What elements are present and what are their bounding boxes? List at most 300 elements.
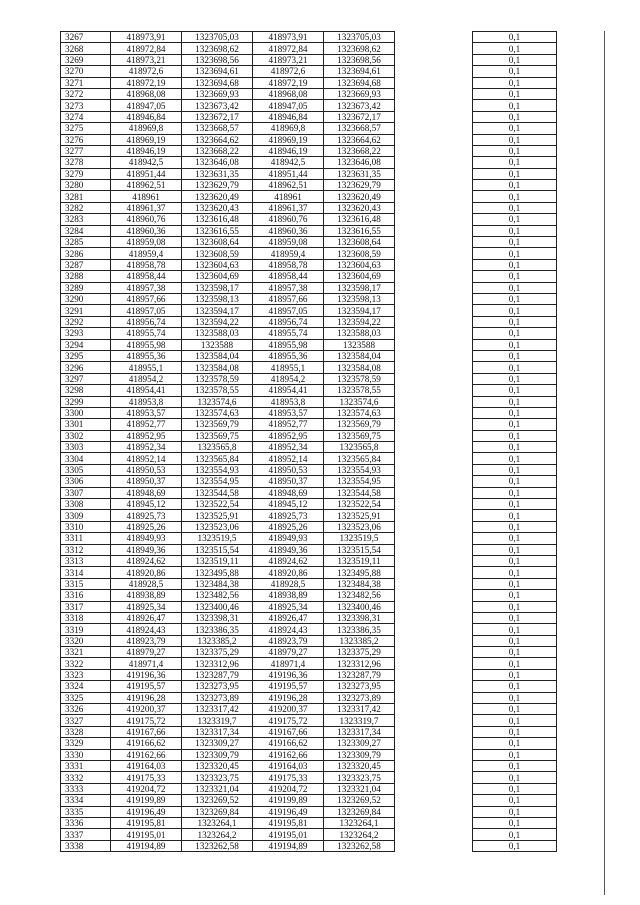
y-coordinate-cell: 1323594,17 xyxy=(182,305,253,316)
y-coordinate-cell: 1323565,84 xyxy=(182,453,253,464)
point-number-cell: 3311 xyxy=(61,533,111,544)
y-coordinate-cell: 1323698,62 xyxy=(182,43,253,54)
x-coordinate-2-cell: 418962,51 xyxy=(253,180,324,191)
table-row xyxy=(61,259,557,270)
y-coordinate-2-cell: 1323519,11 xyxy=(324,555,395,566)
tolerance-cell: 0,1 xyxy=(473,328,557,339)
x-coordinate-2-cell: 418955,74 xyxy=(253,328,324,339)
x-coordinate-2-cell: 418942,5 xyxy=(253,157,324,168)
table-row xyxy=(61,601,557,612)
tolerance-cell: 0,1 xyxy=(473,738,557,749)
x-coordinate-2-cell: 418928,5 xyxy=(253,578,324,589)
x-coordinate-cell: 418946,19 xyxy=(111,145,182,156)
point-number-cell: 3279 xyxy=(61,168,111,179)
y-coordinate-cell: 1323604,63 xyxy=(182,259,253,270)
y-coordinate-cell: 1323323,75 xyxy=(182,772,253,783)
x-coordinate-cell: 419175,72 xyxy=(111,715,182,726)
table-row xyxy=(61,237,557,248)
x-coordinate-2-cell: 418926,47 xyxy=(253,612,324,623)
y-coordinate-cell: 1323584,08 xyxy=(182,362,253,373)
y-coordinate-2-cell: 1323525,91 xyxy=(324,510,395,521)
x-coordinate-2-cell: 418955,1 xyxy=(253,362,324,373)
table-row xyxy=(61,647,557,658)
point-number-cell: 3335 xyxy=(61,806,111,817)
x-coordinate-2-cell: 419164,03 xyxy=(253,761,324,772)
point-number-cell: 3274 xyxy=(61,111,111,122)
y-coordinate-2-cell: 1323698,56 xyxy=(324,54,395,65)
point-number-cell: 3332 xyxy=(61,772,111,783)
y-coordinate-cell: 1323629,79 xyxy=(182,180,253,191)
tolerance-cell: 0,1 xyxy=(473,66,557,77)
y-coordinate-2-cell: 1323544,58 xyxy=(324,487,395,498)
y-coordinate-2-cell: 1323669,93 xyxy=(324,88,395,99)
spacer-cell xyxy=(395,66,473,77)
spacer-cell xyxy=(395,396,473,407)
spacer-cell xyxy=(395,612,473,623)
spacer-cell xyxy=(395,749,473,760)
y-coordinate-2-cell: 1323484,38 xyxy=(324,578,395,589)
y-coordinate-cell: 1323400,46 xyxy=(182,601,253,612)
spacer-cell xyxy=(395,487,473,498)
x-coordinate-cell: 419167,66 xyxy=(111,726,182,737)
y-coordinate-2-cell: 1323495,88 xyxy=(324,567,395,578)
y-coordinate-2-cell: 1323319,7 xyxy=(324,715,395,726)
point-number-cell: 3282 xyxy=(61,202,111,213)
tolerance-cell: 0,1 xyxy=(473,692,557,703)
spacer-cell xyxy=(395,362,473,373)
tolerance-cell: 0,1 xyxy=(473,77,557,88)
spacer-cell xyxy=(395,373,473,384)
point-number-cell: 3270 xyxy=(61,66,111,77)
tolerance-cell: 0,1 xyxy=(473,430,557,441)
x-coordinate-2-cell: 418952,95 xyxy=(253,430,324,441)
point-number-cell: 3276 xyxy=(61,134,111,145)
tolerance-cell: 0,1 xyxy=(473,749,557,760)
table-row xyxy=(61,749,557,760)
y-coordinate-cell: 1323672,17 xyxy=(182,111,253,122)
spacer-cell xyxy=(395,442,473,453)
x-coordinate-cell: 418954,2 xyxy=(111,373,182,384)
y-coordinate-cell: 1323515,54 xyxy=(182,544,253,555)
spacer-cell xyxy=(395,555,473,566)
x-coordinate-2-cell: 418953,8 xyxy=(253,396,324,407)
table-row xyxy=(61,123,557,134)
point-number-cell: 3330 xyxy=(61,749,111,760)
x-coordinate-cell: 418979,27 xyxy=(111,647,182,658)
y-coordinate-2-cell: 1323705,03 xyxy=(324,32,395,43)
spacer-cell xyxy=(395,145,473,156)
table-row xyxy=(61,635,557,646)
x-coordinate-2-cell: 418959,4 xyxy=(253,248,324,259)
x-coordinate-2-cell: 418953,57 xyxy=(253,407,324,418)
tolerance-cell: 0,1 xyxy=(473,259,557,270)
spacer-cell xyxy=(395,419,473,430)
coordinates-table xyxy=(60,31,557,852)
tolerance-cell: 0,1 xyxy=(473,123,557,134)
table-row xyxy=(61,248,557,259)
tolerance-cell: 0,1 xyxy=(473,567,557,578)
tolerance-cell: 0,1 xyxy=(473,669,557,680)
x-coordinate-2-cell: 418956,74 xyxy=(253,316,324,327)
table-row xyxy=(61,419,557,430)
tolerance-cell: 0,1 xyxy=(473,840,557,851)
y-coordinate-2-cell: 1323309,79 xyxy=(324,749,395,760)
spacer-cell xyxy=(395,533,473,544)
tolerance-cell: 0,1 xyxy=(473,385,557,396)
tolerance-cell: 0,1 xyxy=(473,214,557,225)
y-coordinate-cell: 1323484,38 xyxy=(182,578,253,589)
table-row xyxy=(61,214,557,225)
x-coordinate-2-cell: 419195,57 xyxy=(253,681,324,692)
y-coordinate-2-cell: 1323673,42 xyxy=(324,100,395,111)
y-coordinate-2-cell: 1323629,79 xyxy=(324,180,395,191)
y-coordinate-cell: 1323588,03 xyxy=(182,328,253,339)
table-row xyxy=(61,407,557,418)
x-coordinate-2-cell: 418952,34 xyxy=(253,442,324,453)
y-coordinate-2-cell: 1323631,35 xyxy=(324,168,395,179)
x-coordinate-2-cell: 419195,01 xyxy=(253,829,324,840)
tolerance-cell: 0,1 xyxy=(473,476,557,487)
y-coordinate-cell: 1323574,6 xyxy=(182,396,253,407)
table-row xyxy=(61,533,557,544)
y-coordinate-2-cell: 1323588 xyxy=(324,339,395,350)
tolerance-cell: 0,1 xyxy=(473,533,557,544)
spacer-cell xyxy=(395,635,473,646)
x-coordinate-cell: 418962,51 xyxy=(111,180,182,191)
x-coordinate-cell: 418942,5 xyxy=(111,157,182,168)
tolerance-cell: 0,1 xyxy=(473,191,557,202)
y-coordinate-2-cell: 1323604,69 xyxy=(324,271,395,282)
x-coordinate-cell: 418924,62 xyxy=(111,555,182,566)
y-coordinate-cell: 1323273,89 xyxy=(182,692,253,703)
spacer-cell xyxy=(395,293,473,304)
x-coordinate-2-cell: 418925,73 xyxy=(253,510,324,521)
tolerance-cell: 0,1 xyxy=(473,772,557,783)
tolerance-cell: 0,1 xyxy=(473,350,557,361)
x-coordinate-2-cell: 418957,05 xyxy=(253,305,324,316)
y-coordinate-2-cell: 1323386,35 xyxy=(324,624,395,635)
point-number-cell: 3325 xyxy=(61,692,111,703)
spacer-cell xyxy=(395,829,473,840)
y-coordinate-cell: 1323269,84 xyxy=(182,806,253,817)
y-coordinate-cell: 1323554,93 xyxy=(182,464,253,475)
x-coordinate-2-cell: 418954,41 xyxy=(253,385,324,396)
y-coordinate-2-cell: 1323569,79 xyxy=(324,419,395,430)
spacer-cell xyxy=(395,88,473,99)
table-row xyxy=(61,795,557,806)
table-row xyxy=(61,590,557,601)
y-coordinate-2-cell: 1323565,8 xyxy=(324,442,395,453)
table-row xyxy=(61,145,557,156)
x-coordinate-cell: 419200,37 xyxy=(111,704,182,715)
table-row xyxy=(61,578,557,589)
x-coordinate-2-cell: 418952,77 xyxy=(253,419,324,430)
x-coordinate-cell: 419196,36 xyxy=(111,669,182,680)
y-coordinate-2-cell: 1323398,31 xyxy=(324,612,395,623)
table-row xyxy=(61,658,557,669)
spacer-cell xyxy=(395,669,473,680)
table-row xyxy=(61,43,557,54)
x-coordinate-2-cell: 419175,72 xyxy=(253,715,324,726)
x-coordinate-2-cell: 418948,69 xyxy=(253,487,324,498)
x-coordinate-cell: 418938,89 xyxy=(111,590,182,601)
tolerance-cell: 0,1 xyxy=(473,761,557,772)
y-coordinate-cell: 1323317,34 xyxy=(182,726,253,737)
point-number-cell: 3309 xyxy=(61,510,111,521)
y-coordinate-2-cell: 1323312,96 xyxy=(324,658,395,669)
point-number-cell: 3304 xyxy=(61,453,111,464)
point-number-cell: 3320 xyxy=(61,635,111,646)
x-coordinate-cell: 418949,36 xyxy=(111,544,182,555)
spacer-cell xyxy=(395,567,473,578)
x-coordinate-cell: 418953,8 xyxy=(111,396,182,407)
table-row xyxy=(61,134,557,145)
spacer-cell xyxy=(395,202,473,213)
y-coordinate-2-cell: 1323522,54 xyxy=(324,499,395,510)
tolerance-cell: 0,1 xyxy=(473,783,557,794)
spacer-cell xyxy=(395,817,473,828)
tolerance-cell: 0,1 xyxy=(473,180,557,191)
spacer-cell xyxy=(395,32,473,43)
y-coordinate-cell: 1323608,64 xyxy=(182,237,253,248)
y-coordinate-cell: 1323317,42 xyxy=(182,704,253,715)
x-coordinate-cell: 418959,08 xyxy=(111,237,182,248)
tolerance-cell: 0,1 xyxy=(473,237,557,248)
table-row xyxy=(61,339,557,350)
spacer-cell xyxy=(395,248,473,259)
table-row xyxy=(61,612,557,623)
x-coordinate-cell: 418968,08 xyxy=(111,88,182,99)
y-coordinate-2-cell: 1323565,84 xyxy=(324,453,395,464)
x-coordinate-cell: 419175,33 xyxy=(111,772,182,783)
x-coordinate-cell: 418924,43 xyxy=(111,624,182,635)
x-coordinate-2-cell: 418946,84 xyxy=(253,111,324,122)
x-coordinate-cell: 418920,86 xyxy=(111,567,182,578)
point-number-cell: 3333 xyxy=(61,783,111,794)
x-coordinate-2-cell: 418923,79 xyxy=(253,635,324,646)
y-coordinate-cell: 1323525,91 xyxy=(182,510,253,521)
x-coordinate-2-cell: 419162,66 xyxy=(253,749,324,760)
table-row xyxy=(61,817,557,828)
x-coordinate-2-cell: 418938,89 xyxy=(253,590,324,601)
y-coordinate-2-cell: 1323400,46 xyxy=(324,601,395,612)
point-number-cell: 3321 xyxy=(61,647,111,658)
y-coordinate-cell: 1323668,22 xyxy=(182,145,253,156)
point-number-cell: 3327 xyxy=(61,715,111,726)
table-row xyxy=(61,328,557,339)
spacer-cell xyxy=(395,43,473,54)
tolerance-cell: 0,1 xyxy=(473,419,557,430)
table-row xyxy=(61,476,557,487)
y-coordinate-cell: 1323616,48 xyxy=(182,214,253,225)
y-coordinate-2-cell: 1323620,49 xyxy=(324,191,395,202)
x-coordinate-2-cell: 418958,78 xyxy=(253,259,324,270)
x-coordinate-2-cell: 418945,12 xyxy=(253,499,324,510)
x-coordinate-cell: 418950,53 xyxy=(111,464,182,475)
point-number-cell: 3336 xyxy=(61,817,111,828)
tolerance-cell: 0,1 xyxy=(473,43,557,54)
y-coordinate-2-cell: 1323616,48 xyxy=(324,214,395,225)
spacer-cell xyxy=(395,259,473,270)
y-coordinate-2-cell: 1323616,55 xyxy=(324,225,395,236)
y-coordinate-2-cell: 1323608,64 xyxy=(324,237,395,248)
spacer-cell xyxy=(395,578,473,589)
tolerance-cell: 0,1 xyxy=(473,157,557,168)
x-coordinate-cell: 418947,05 xyxy=(111,100,182,111)
table-row xyxy=(61,521,557,532)
x-coordinate-cell: 419195,57 xyxy=(111,681,182,692)
point-number-cell: 3323 xyxy=(61,669,111,680)
y-coordinate-2-cell: 1323385,2 xyxy=(324,635,395,646)
y-coordinate-2-cell: 1323594,17 xyxy=(324,305,395,316)
x-coordinate-2-cell: 418960,36 xyxy=(253,225,324,236)
y-coordinate-2-cell: 1323664,62 xyxy=(324,134,395,145)
table-row xyxy=(61,772,557,783)
table-row xyxy=(61,362,557,373)
table-row xyxy=(61,202,557,213)
tolerance-cell: 0,1 xyxy=(473,373,557,384)
spacer-cell xyxy=(395,499,473,510)
point-number-cell: 3313 xyxy=(61,555,111,566)
y-coordinate-2-cell: 1323569,75 xyxy=(324,430,395,441)
spacer-cell xyxy=(395,647,473,658)
table-row xyxy=(61,510,557,521)
y-coordinate-2-cell: 1323598,17 xyxy=(324,282,395,293)
table-row xyxy=(61,669,557,680)
x-coordinate-cell: 418955,1 xyxy=(111,362,182,373)
table-row xyxy=(61,157,557,168)
point-number-cell: 3314 xyxy=(61,567,111,578)
point-number-cell: 3297 xyxy=(61,373,111,384)
spacer-cell xyxy=(395,464,473,475)
table-row xyxy=(61,624,557,635)
y-coordinate-2-cell: 1323668,57 xyxy=(324,123,395,134)
y-coordinate-cell: 1323287,79 xyxy=(182,669,253,680)
x-coordinate-2-cell: 418958,44 xyxy=(253,271,324,282)
point-number-cell: 3269 xyxy=(61,54,111,65)
x-coordinate-2-cell: 418969,8 xyxy=(253,123,324,134)
y-coordinate-2-cell: 1323309,27 xyxy=(324,738,395,749)
point-number-cell: 3317 xyxy=(61,601,111,612)
x-coordinate-2-cell: 418961,37 xyxy=(253,202,324,213)
x-coordinate-cell: 418956,74 xyxy=(111,316,182,327)
y-coordinate-cell: 1323669,93 xyxy=(182,88,253,99)
spacer-cell xyxy=(395,191,473,202)
tolerance-cell: 0,1 xyxy=(473,202,557,213)
spacer-cell xyxy=(395,761,473,772)
y-coordinate-2-cell: 1323523,06 xyxy=(324,521,395,532)
spacer-cell xyxy=(395,123,473,134)
tolerance-cell: 0,1 xyxy=(473,362,557,373)
tolerance-cell: 0,1 xyxy=(473,612,557,623)
tolerance-cell: 0,1 xyxy=(473,168,557,179)
y-coordinate-2-cell: 1323269,84 xyxy=(324,806,395,817)
point-number-cell: 3308 xyxy=(61,499,111,510)
tolerance-cell: 0,1 xyxy=(473,134,557,145)
y-coordinate-2-cell: 1323584,08 xyxy=(324,362,395,373)
y-coordinate-cell: 1323264,1 xyxy=(182,817,253,828)
y-coordinate-cell: 1323616,55 xyxy=(182,225,253,236)
point-number-cell: 3331 xyxy=(61,761,111,772)
x-coordinate-cell: 418928,5 xyxy=(111,578,182,589)
y-coordinate-2-cell: 1323608,59 xyxy=(324,248,395,259)
x-coordinate-2-cell: 419195,81 xyxy=(253,817,324,828)
x-coordinate-2-cell: 418972,6 xyxy=(253,66,324,77)
y-coordinate-cell: 1323578,59 xyxy=(182,373,253,384)
x-coordinate-cell: 419194,89 xyxy=(111,840,182,851)
x-coordinate-cell: 418925,34 xyxy=(111,601,182,612)
x-coordinate-2-cell: 418972,19 xyxy=(253,77,324,88)
y-coordinate-cell: 1323309,79 xyxy=(182,749,253,760)
x-coordinate-2-cell: 418973,21 xyxy=(253,54,324,65)
y-coordinate-cell: 1323646,08 xyxy=(182,157,253,168)
x-coordinate-2-cell: 418920,86 xyxy=(253,567,324,578)
point-number-cell: 3284 xyxy=(61,225,111,236)
y-coordinate-2-cell: 1323482,56 xyxy=(324,590,395,601)
tolerance-cell: 0,1 xyxy=(473,442,557,453)
point-number-cell: 3294 xyxy=(61,339,111,350)
table-row xyxy=(61,499,557,510)
table-row xyxy=(61,829,557,840)
point-number-cell: 3291 xyxy=(61,305,111,316)
spacer-cell xyxy=(395,783,473,794)
y-coordinate-cell: 1323694,68 xyxy=(182,77,253,88)
tolerance-cell: 0,1 xyxy=(473,282,557,293)
x-coordinate-2-cell: 418954,2 xyxy=(253,373,324,384)
x-coordinate-cell: 418955,74 xyxy=(111,328,182,339)
table-row xyxy=(61,453,557,464)
spacer-cell xyxy=(395,134,473,145)
x-coordinate-cell: 418952,34 xyxy=(111,442,182,453)
y-coordinate-cell: 1323522,54 xyxy=(182,499,253,510)
spacer-cell xyxy=(395,544,473,555)
y-coordinate-2-cell: 1323694,68 xyxy=(324,77,395,88)
y-coordinate-2-cell: 1323269,52 xyxy=(324,795,395,806)
table-row xyxy=(61,715,557,726)
y-coordinate-2-cell: 1323598,13 xyxy=(324,293,395,304)
table-row xyxy=(61,282,557,293)
tolerance-cell: 0,1 xyxy=(473,339,557,350)
point-number-cell: 3305 xyxy=(61,464,111,475)
point-number-cell: 3287 xyxy=(61,259,111,270)
table-row xyxy=(61,806,557,817)
table-row xyxy=(61,316,557,327)
point-number-cell: 3322 xyxy=(61,658,111,669)
spacer-cell xyxy=(395,658,473,669)
tolerance-cell: 0,1 xyxy=(473,293,557,304)
y-coordinate-cell: 1323631,35 xyxy=(182,168,253,179)
y-coordinate-2-cell: 1323574,63 xyxy=(324,407,395,418)
x-coordinate-cell: 418959,4 xyxy=(111,248,182,259)
tolerance-cell: 0,1 xyxy=(473,521,557,532)
y-coordinate-cell: 1323386,35 xyxy=(182,624,253,635)
tolerance-cell: 0,1 xyxy=(473,726,557,737)
point-number-cell: 3338 xyxy=(61,840,111,851)
spacer-cell xyxy=(395,704,473,715)
x-coordinate-2-cell: 418959,08 xyxy=(253,237,324,248)
y-coordinate-cell: 1323320,45 xyxy=(182,761,253,772)
y-coordinate-2-cell: 1323584,04 xyxy=(324,350,395,361)
y-coordinate-2-cell: 1323273,95 xyxy=(324,681,395,692)
x-coordinate-2-cell: 418946,19 xyxy=(253,145,324,156)
point-number-cell: 3301 xyxy=(61,419,111,430)
y-coordinate-cell: 1323398,31 xyxy=(182,612,253,623)
x-coordinate-cell: 418971,4 xyxy=(111,658,182,669)
point-number-cell: 3298 xyxy=(61,385,111,396)
point-number-cell: 3283 xyxy=(61,214,111,225)
point-number-cell: 3285 xyxy=(61,237,111,248)
x-coordinate-cell: 418925,26 xyxy=(111,521,182,532)
